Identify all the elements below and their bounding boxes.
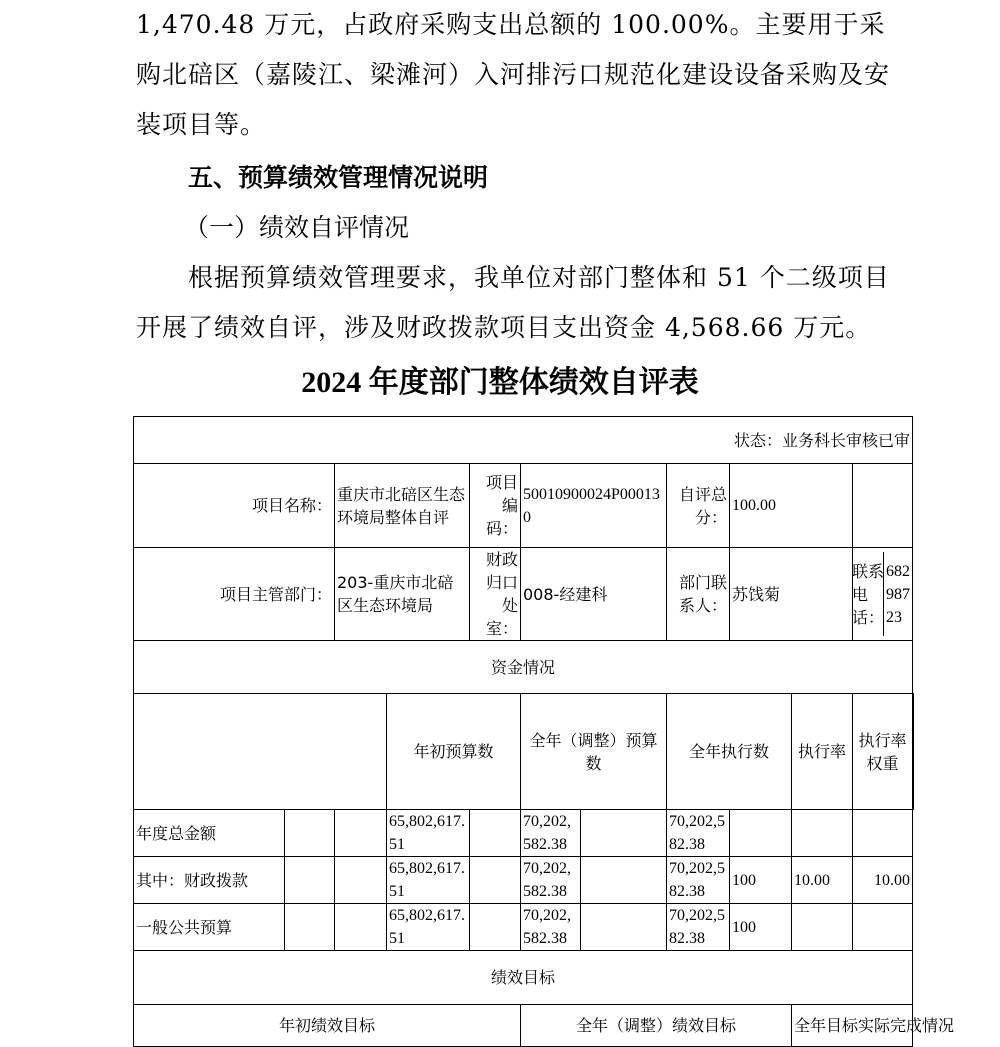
empty-cell <box>470 857 521 904</box>
row-adjusted: 70,202,582.38 <box>521 857 581 904</box>
goals-section-header: 绩效目标 <box>134 951 913 1005</box>
finance-office-value: 008-经建科 <box>521 548 667 641</box>
table-row <box>134 904 914 951</box>
row-score <box>853 904 913 951</box>
goal-actual-header: 全年目标实际完成情况 <box>792 1005 913 1047</box>
contact-value: 苏饯菊 <box>730 548 853 641</box>
empty-cell <box>581 810 667 857</box>
empty-cell <box>581 904 667 951</box>
empty-cell <box>335 904 387 951</box>
row-executed: 70,202,582.38 <box>667 810 730 857</box>
project-code-label: 项目编码： <box>470 464 521 548</box>
row-initial: 65,802,617.51 <box>387 857 470 904</box>
finance-office-label: 财政归口处室： <box>470 548 521 641</box>
empty-cell <box>285 904 335 951</box>
phone-value: 68298723 <box>886 562 910 626</box>
row-label: 年度总金额 <box>134 810 285 857</box>
empty-cell <box>853 464 913 548</box>
col-initial-budget: 年初预算数 <box>387 694 521 810</box>
row-rate: 100 <box>730 857 792 904</box>
row-adjusted: 70,202,582.38 <box>521 904 581 951</box>
col-adjusted-budget: 全年（调整）预算数 <box>521 694 667 810</box>
row-score <box>853 810 913 857</box>
col-execution: 全年执行数 <box>667 694 792 810</box>
phone-cell <box>853 548 913 641</box>
project-code: 50010900024P000130 <box>521 464 667 548</box>
empty-cell <box>285 857 335 904</box>
contact-label: 部门联系人： <box>667 548 730 641</box>
status-cell: 状态：业务科长审核已审 <box>134 417 913 464</box>
row-weight <box>792 904 853 951</box>
project-name-label: 项目名称： <box>134 464 335 548</box>
col-rate: 执行率 <box>792 694 853 810</box>
empty-cell <box>470 904 521 951</box>
dept-label: 项目主管部门： <box>134 548 335 641</box>
project-name: 重庆市北碚区生态环境局整体自评 <box>335 464 470 548</box>
section-heading: 五、预算绩效管理情况说明 <box>188 163 489 192</box>
goal-initial-header: 年初绩效目标 <box>134 1005 521 1047</box>
row-rate: 100 <box>730 904 792 951</box>
score-label: 自评总分： <box>667 464 730 548</box>
row-initial: 65,802,617.51 <box>387 810 470 857</box>
row-initial: 65,802,617.51 <box>387 904 470 951</box>
row-rate <box>730 810 792 857</box>
row-label: 一般公共预算 <box>134 904 285 951</box>
table-row <box>134 810 914 857</box>
performance-evaluation-table <box>133 416 955 1047</box>
row-executed: 70,202,582.38 <box>667 857 730 904</box>
row-executed: 70,202,582.38 <box>667 904 730 951</box>
table-title: 2024 年度部门整体绩效自评表 <box>301 366 699 399</box>
empty-cell <box>335 857 387 904</box>
row-weight: 10.00 <box>792 857 853 904</box>
row-weight <box>792 810 853 857</box>
col-rate-weight: 执行率权重 <box>853 694 913 810</box>
col-rate-score <box>913 694 914 810</box>
score-value: 100.00 <box>730 464 853 548</box>
row-adjusted: 70,202,582.38 <box>521 810 581 857</box>
row-label: 其中：财政拨款 <box>134 857 285 904</box>
body-paragraph: 根据预算绩效管理要求，我单位对部门整体和 51 个二级项目开展了绩效自评，涉及财政拨款项目支出资金 4,568.66 万元。 <box>136 263 890 342</box>
empty-cell <box>285 810 335 857</box>
subsection-heading: （一）绩效自评情况 <box>184 213 410 242</box>
phone-label: 联系电话： <box>853 552 884 636</box>
empty-cell <box>134 694 387 810</box>
funds-section-header: 资金情况 <box>134 641 913 694</box>
empty-cell <box>335 810 387 857</box>
dept-value: 203-重庆市北碚区生态环境局 <box>335 548 470 641</box>
intro-paragraph: 1,470.48 万元，占政府采购支出总额的 100.00%。主要用于采购北碚区（嘉陵江、梁滩河）入河排污口规范化建设设备采购及安装项目等。 <box>136 10 891 139</box>
empty-cell <box>581 857 667 904</box>
empty-cell <box>470 810 521 857</box>
table-row <box>134 857 914 904</box>
goal-adjusted-header: 全年（调整）绩效目标 <box>521 1005 792 1047</box>
row-score: 10.00 <box>853 857 913 904</box>
